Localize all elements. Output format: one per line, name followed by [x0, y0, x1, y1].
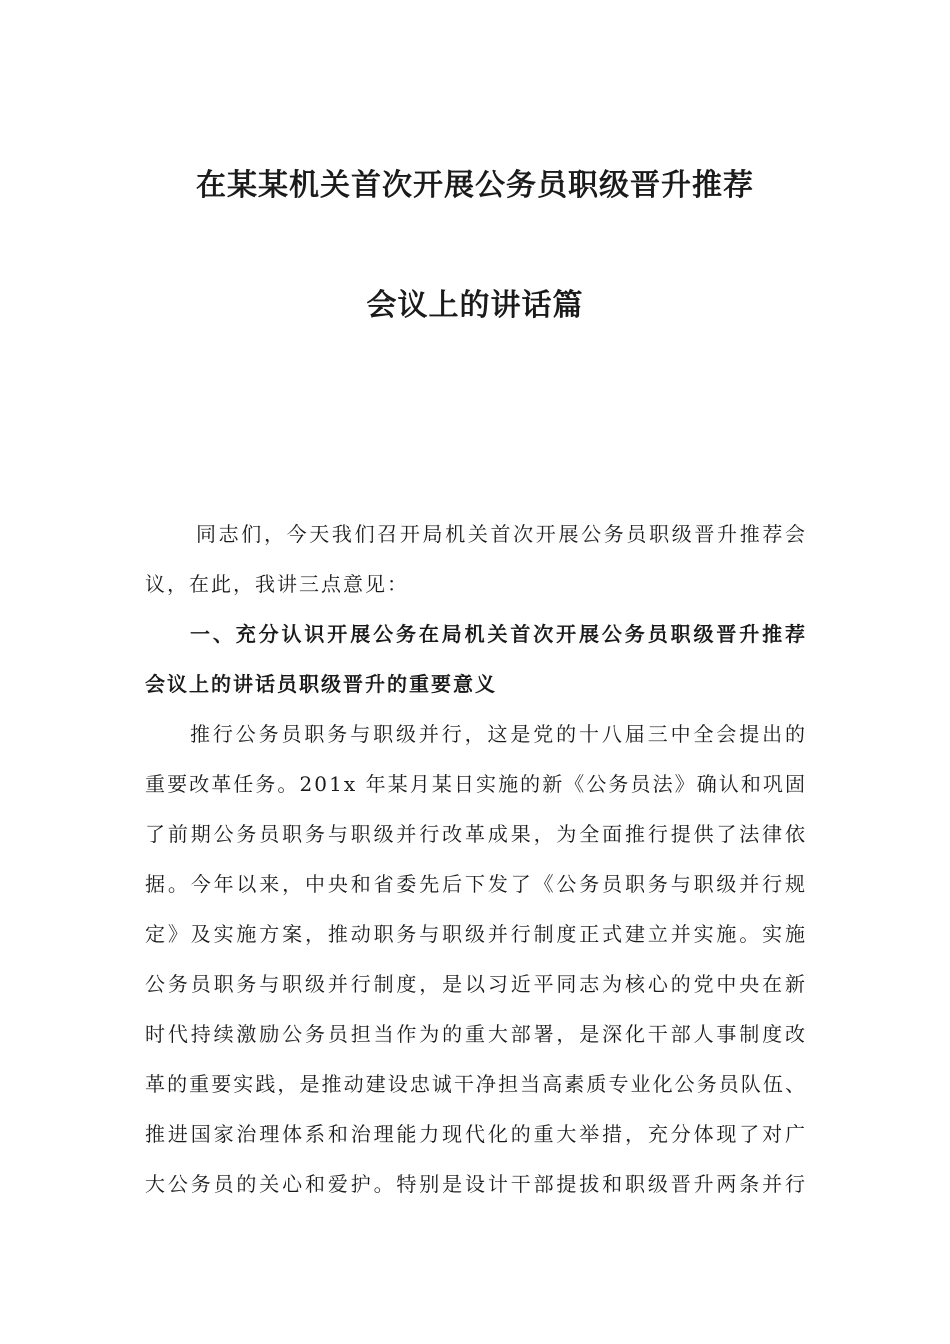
body-line-6: 重要改革任务。201x 年某月某日实施的新《公务员法》确认和巩固: [145, 772, 808, 796]
body-line-8: 据。今年以来，中央和省委先后下发了《公务员职务与职级并行规: [145, 872, 808, 896]
body-line-13: 推进国家治理体系和治理能力现代化的重大举措，充分体现了对广: [145, 1122, 808, 1146]
document-title-line-2: 会议上的讲话篇: [366, 288, 584, 323]
body-line-2: 议，在此，我讲三点意见：: [145, 572, 409, 596]
body-line-12: 革的重要实践，是推动建设忠诚干净担当高素质专业化公务员队伍、: [145, 1072, 808, 1096]
document-title-line-1: 在某某机关首次开展公务员职级晋升推荐: [196, 168, 754, 203]
body-line-14: 大公务员的关心和爱护。特别是设计干部提拔和职级晋升两条并行: [145, 1172, 808, 1196]
section-heading-line-1: 一、充分认识开展公务在局机关首次开展公务员职级晋升推荐: [190, 622, 808, 646]
section-heading-line-2: 会议上的讲话员职级晋升的重要意义: [145, 672, 497, 696]
body-line-10: 公务员职务与职级并行制度，是以习近平同志为核心的党中央在新: [145, 972, 808, 996]
body-line-11: 时代持续激励公务员担当作为的重大部署，是深化干部人事制度改: [145, 1022, 808, 1046]
body-line-7: 了前期公务员职务与职级并行改革成果，为全面推行提供了法律依: [145, 822, 808, 846]
body-line-1: 同志们，今天我们召开局机关首次开展公务员职级晋升推荐会: [196, 522, 808, 546]
body-line-5: 推行公务员职务与职级并行，这是党的十八届三中全会提出的: [190, 722, 808, 746]
body-line-9: 定》及实施方案，推动职务与职级并行制度正式建立并实施。实施: [145, 922, 808, 946]
